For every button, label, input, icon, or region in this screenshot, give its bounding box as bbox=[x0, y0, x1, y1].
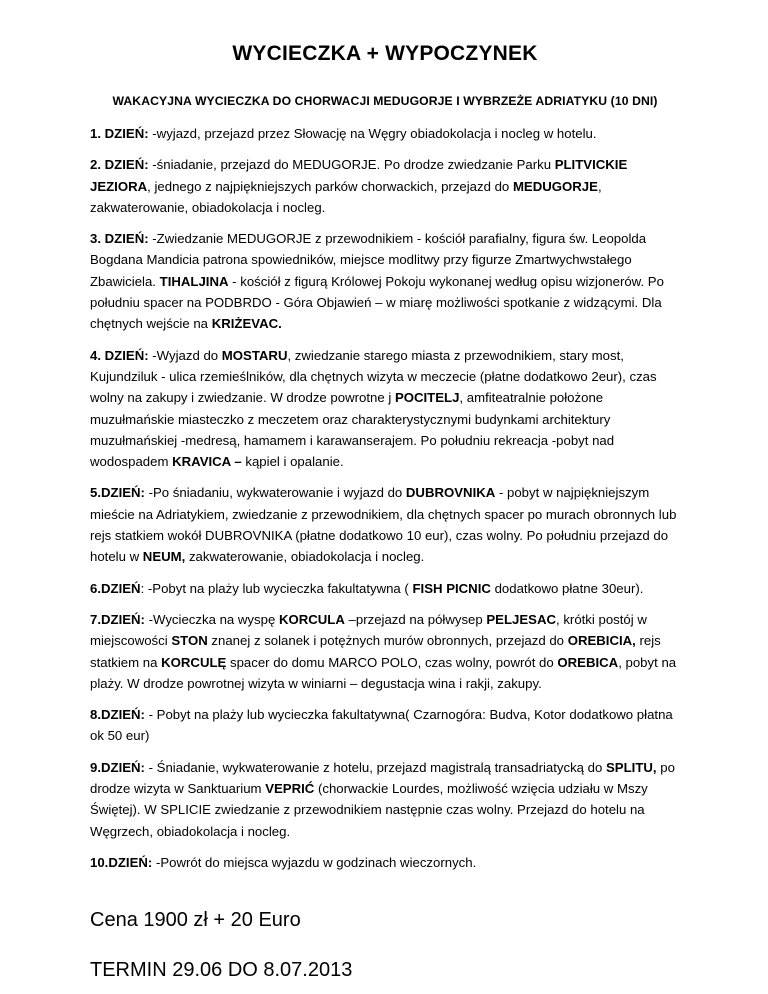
day-text: po drodze wizyta w Sanktuarium bbox=[90, 759, 675, 797]
day-label: 6.DZIEŃ bbox=[90, 580, 141, 596]
itinerary-day bbox=[90, 154, 680, 218]
place-name: DUBROVNIKA bbox=[405, 485, 496, 501]
page-title: WYCIECZKA + WYPOCZYNEK bbox=[232, 42, 538, 65]
itinerary-list bbox=[90, 123, 680, 873]
day-text: -wyjazd, przejazd przez Słowację na Węgry obiadokolacja i nocleg w hotelu. bbox=[148, 126, 597, 141]
day-label: 7.DZIEŃ: bbox=[90, 611, 145, 627]
day-text: -Wyjazd do bbox=[148, 347, 222, 363]
day-text: - Śniadanie, wykwaterowanie z hotelu, przejazd magistralą transadriatycką do bbox=[144, 759, 607, 775]
day-text: , jednego z najpiękniejszych parków chorwackich, przejazd do bbox=[147, 178, 513, 194]
day-text: , krótki postój w miejscowości bbox=[90, 611, 647, 649]
price-line: Cena 1900 zł + 20 Euro bbox=[90, 909, 301, 932]
itinerary-day bbox=[90, 482, 680, 567]
day-text: -Powrót do miejsca wyjazdu w godzinach wieczornych. bbox=[152, 854, 477, 870]
day-text: , zwiedzanie starego miasta z przewodnikiem, stary most, Kujundziluk - ulica rzemieślników, dla chętnych wizyta w meczecie (płatne dodatkowo 2eur), czas wolny na zakupy i zwiedzanie. W drodze powrotne j bbox=[90, 347, 657, 406]
itinerary-day bbox=[90, 852, 680, 873]
place-name: NEUM, bbox=[142, 549, 186, 565]
day-text: (chorwackie Lourdes, możliwość wzięcia udziału w Mszy Świętej). W SPLICIE zwiedzanie z przewodnikiem następnie czas wolny. Przejazd do hotelu na Węgrzech, obiadokolacja i nocleg. bbox=[90, 781, 648, 839]
place-name: MOSTARU bbox=[221, 347, 288, 363]
place-name: TIHALJINA bbox=[159, 273, 229, 289]
day-text: spacer do domu MARCO POLO, czas wolny, powrót do bbox=[226, 654, 558, 670]
day-text: - kościół z figurą Królowej Pokoju wykonanej według opisu wizjonerów. Po południu spacer na PODBRDO - Góra Objawień – w miarę możliwości spotkanie z widzącymi. Dla chętnych wejście na bbox=[90, 273, 664, 332]
day-text: : -Pobyt na plaży lub wycieczka fakultatywna ( bbox=[140, 580, 413, 596]
day-label: 5.DZIEŃ: bbox=[90, 485, 145, 501]
day-text: zakwaterowanie, obiadokolacja i nocleg. bbox=[185, 549, 425, 565]
day-label: 8.DZIEŃ: bbox=[90, 707, 145, 723]
place-name: KRAVICA – bbox=[172, 454, 242, 470]
place-name: VEPRIĆ bbox=[265, 781, 315, 797]
term-line: TERMIN 29.06 DO 8.07.2013 bbox=[90, 959, 353, 982]
day-label: 4. DZIEŃ: bbox=[90, 347, 149, 363]
place-name: MEDUGORJE bbox=[512, 178, 598, 194]
itinerary-day bbox=[90, 345, 680, 473]
place-name: PELJESAC bbox=[486, 611, 556, 627]
day-label: 3. DZIEŃ: bbox=[90, 231, 149, 247]
day-text: , pobyt na plaży. W drodze powrotnej wizyta w winiarni – degustacja wina i rakji, zakupy. bbox=[90, 654, 677, 691]
itinerary-day bbox=[90, 704, 680, 747]
itinerary-day bbox=[90, 123, 680, 144]
day-text: , amfiteatralnie położone muzułmańskie miasteczko z meczetem oraz charakterystycznymi budynkami architektury muzułmańskiej -medresą, hamamem i karawanserajem. Po południu rekreacja -pobyt nad wodospadem bbox=[90, 390, 615, 470]
day-text: -Po śniadaniu, wykwaterowanie i wyjazd do bbox=[144, 485, 406, 501]
place-name: PLITVICKIE JEZIORA bbox=[90, 157, 628, 194]
day-text: dodatkowo płatne 30eur). bbox=[490, 580, 644, 596]
day-text: -Wycieczka na wyspę bbox=[144, 611, 279, 627]
day-label: 1. DZIEŃ: bbox=[90, 126, 149, 141]
itinerary-day bbox=[90, 578, 680, 599]
place-name: SPLITU, bbox=[606, 759, 657, 775]
day-text: - Pobyt na plaży lub wycieczka fakultatywna( Czarnogóra: Budva, Kotor dodatkowo płatna ok 50 eur) bbox=[90, 707, 673, 744]
place-name: STON bbox=[171, 633, 208, 649]
day-text: - pobyt w najpiękniejszym mieście na Adriatykiem, zwiedzanie z przewodnikiem, dla chętnych spacer po murach obronnych lub rejs statkiem wokół DUBROVNIKA (płatne dodatkowo 10 eur), czas wolny. Po południu przejazd do hotelu w bbox=[90, 485, 677, 565]
day-label: 2. DZIEŃ: bbox=[90, 157, 149, 173]
day-text: rejs statkiem na bbox=[90, 633, 661, 670]
place-name: KORCULĘ bbox=[161, 654, 227, 670]
day-text: –przejazd na półwysep bbox=[344, 611, 487, 627]
place-name: OREBICA bbox=[557, 654, 619, 670]
day-text: znanej z solanek i potężnych murów obronnych, przejazd do bbox=[207, 633, 568, 649]
place-name: OREBICIA, bbox=[567, 633, 636, 649]
place-name: POCITELJ bbox=[394, 390, 460, 406]
day-text: -śniadanie, przejazd do MEDUGORJE. Po drodze zwiedzanie Parku bbox=[148, 157, 555, 173]
day-text: , zakwaterowanie, obiadokolacja i nocleg. bbox=[90, 178, 602, 215]
itinerary-day bbox=[90, 609, 680, 694]
day-label: 9.DZIEŃ: bbox=[90, 759, 145, 775]
place-name: KORCULA bbox=[278, 611, 345, 627]
itinerary-day bbox=[90, 757, 680, 842]
itinerary-day bbox=[90, 228, 680, 334]
day-text: -Zwiedzanie MEDUGORJE z przewodnikiem - kościół parafialny, figura św. Leopolda Bogdana Mandicia patrona spowiedników, miejsce modlitwy przy figurze Zmartwychwstałego Zbawiciela. bbox=[90, 231, 647, 289]
place-name: KRIŻEVAC. bbox=[211, 316, 282, 332]
day-label: 10.DZIEŃ: bbox=[90, 854, 153, 870]
place-name: FISH PICNIC bbox=[412, 580, 491, 596]
page-subtitle: WAKACYJNA WYCIECZKA DO CHORWACJI MEDUGORJE I WYBRZEŻE ADRIATYKU (10 DNI) bbox=[112, 94, 658, 108]
day-text: kąpiel i opalanie. bbox=[241, 454, 344, 470]
